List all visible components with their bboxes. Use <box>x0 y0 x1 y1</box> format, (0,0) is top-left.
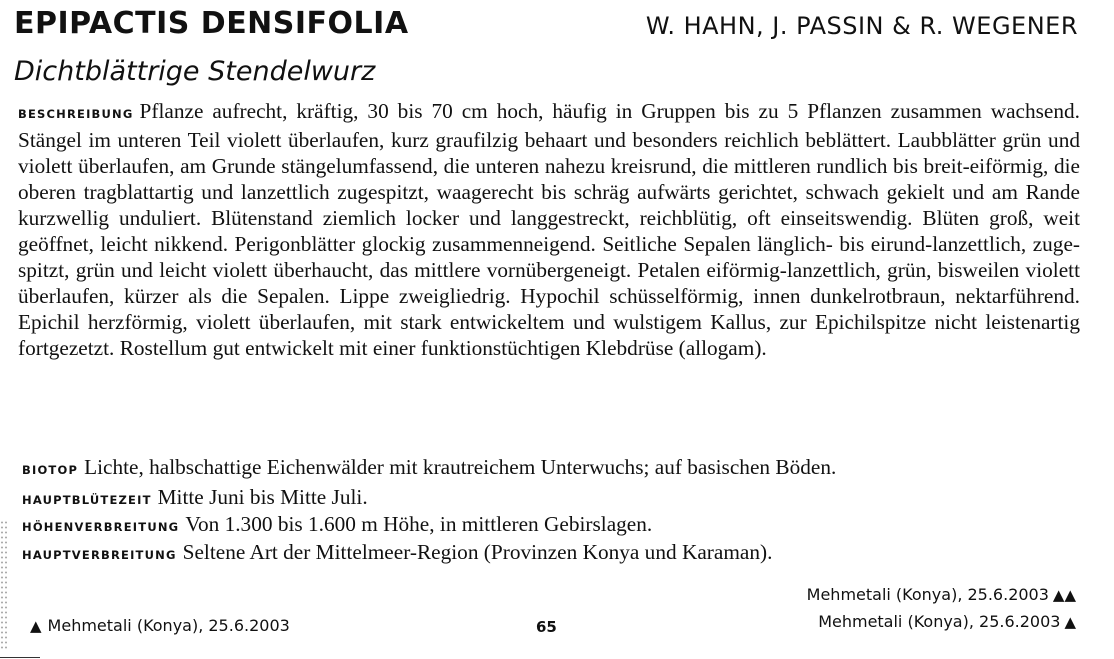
hoehenverbreitung-text: Von 1.300 bis 1.600 m Höhe, in mittleren Gebirslagen. <box>185 512 653 536</box>
page-number: 65 <box>536 618 557 636</box>
description-paragraph <box>18 98 1080 361</box>
caption-text: Mehmetali (Konya), 25.6.2003 <box>47 616 290 635</box>
hauptverbreitung-section <box>22 540 772 565</box>
description-block <box>18 98 1080 361</box>
authors: W. HAHN, J. PASSIN & R. WEGENER <box>645 12 1078 40</box>
photo-caption-left <box>30 616 290 635</box>
hoehenverbreitung-section <box>22 512 652 537</box>
biotop-section <box>22 455 836 480</box>
bottom-rule <box>0 657 40 658</box>
triangle-marker-icon: ▲▲ <box>1052 586 1076 604</box>
hoehenverbreitung-label: HÖHENVERBREITUNG <box>22 520 180 534</box>
description-text: Pflanze aufrecht, kräftig, 30 bis 70 cm hoch, häufig in Gruppen bis zu 5 Pflanzen zusammen wachsend. Stängel im unteren Teil violett überlaufen, kurz graufilzig behaart und besonders reichlich beblättert. Laubblätter grün und violett überlaufen, am Grunde stängelumfassend, die unteren nahezu kreisrund, die mittleren rundlich bis breit-eiförmig, die oberen tragblattartig und lanzettlich zugespitzt, waagerecht bis schräg aufwärts gerichtet, schwach gekielt und am Rande kurzwellig unduliert. Blütenstand ziemlich locker und langgestreckt, reichblütig, oft einseitswendig. Blüten groß, weit geöffnet, leicht nikkend. Perigonblätter glockig zusammenneigend. Seitliche Sepalen länglich- bis eirund-lanzettlich, zugespitzt, grün und leicht violett überhaucht, das mittlere vornübergeneigt. Petalen eiförmig-lanzettlich, grün, bisweilen violett überlaufen, kürzer als die Sepalen. Lippe zweigliedrig. Hypochil schüsselförmig, innen dunkelrotbraun, nektarführend. Epichil herzförmig, violett überlaufen, mit stark entwickeltem und wulstigem Kallus, zur Epichilspitze nicht leistenartig fortgezetzt. Rostellum gut entwickelt mit einer funktionstüchtigen Klebdrüse (allogam). <box>18 99 1080 360</box>
biotop-text: Lichte, halbschattige Eichenwälder mit krautreichem Unterwuchs; auf basischen Böden. <box>84 455 837 479</box>
triangle-marker-icon: ▲ <box>1064 613 1076 631</box>
hauptverbreitung-label: HAUPTVERBREITUNG <box>22 548 177 562</box>
hauptverbreitung-text: Seltene Art der Mittelmeer-Region (Provinzen Konya und Karaman). <box>182 540 773 564</box>
caption-text: Mehmetali (Konya), 25.6.2003 <box>806 585 1049 604</box>
bluetezeit-label: HAUPTBLÜTEZEIT <box>22 493 152 507</box>
triangle-marker-icon: ▲ <box>30 617 42 635</box>
bluetezeit-section <box>22 485 368 510</box>
photo-caption-right-top <box>807 585 1076 604</box>
scan-edge-noise <box>0 520 8 650</box>
common-name: Dichtblättrige Stendelwurz <box>14 56 376 87</box>
species-title: EPIPACTIS DENSIFOLIA <box>14 6 409 41</box>
biotop-label: BIOTOP <box>22 463 79 477</box>
photo-caption-right-bottom <box>818 612 1076 631</box>
description-label: BESCHREIBUNG <box>18 107 134 121</box>
caption-text: Mehmetali (Konya), 25.6.2003 <box>818 612 1061 631</box>
bluetezeit-text: Mitte Juni bis Mitte Juli. <box>157 485 368 509</box>
